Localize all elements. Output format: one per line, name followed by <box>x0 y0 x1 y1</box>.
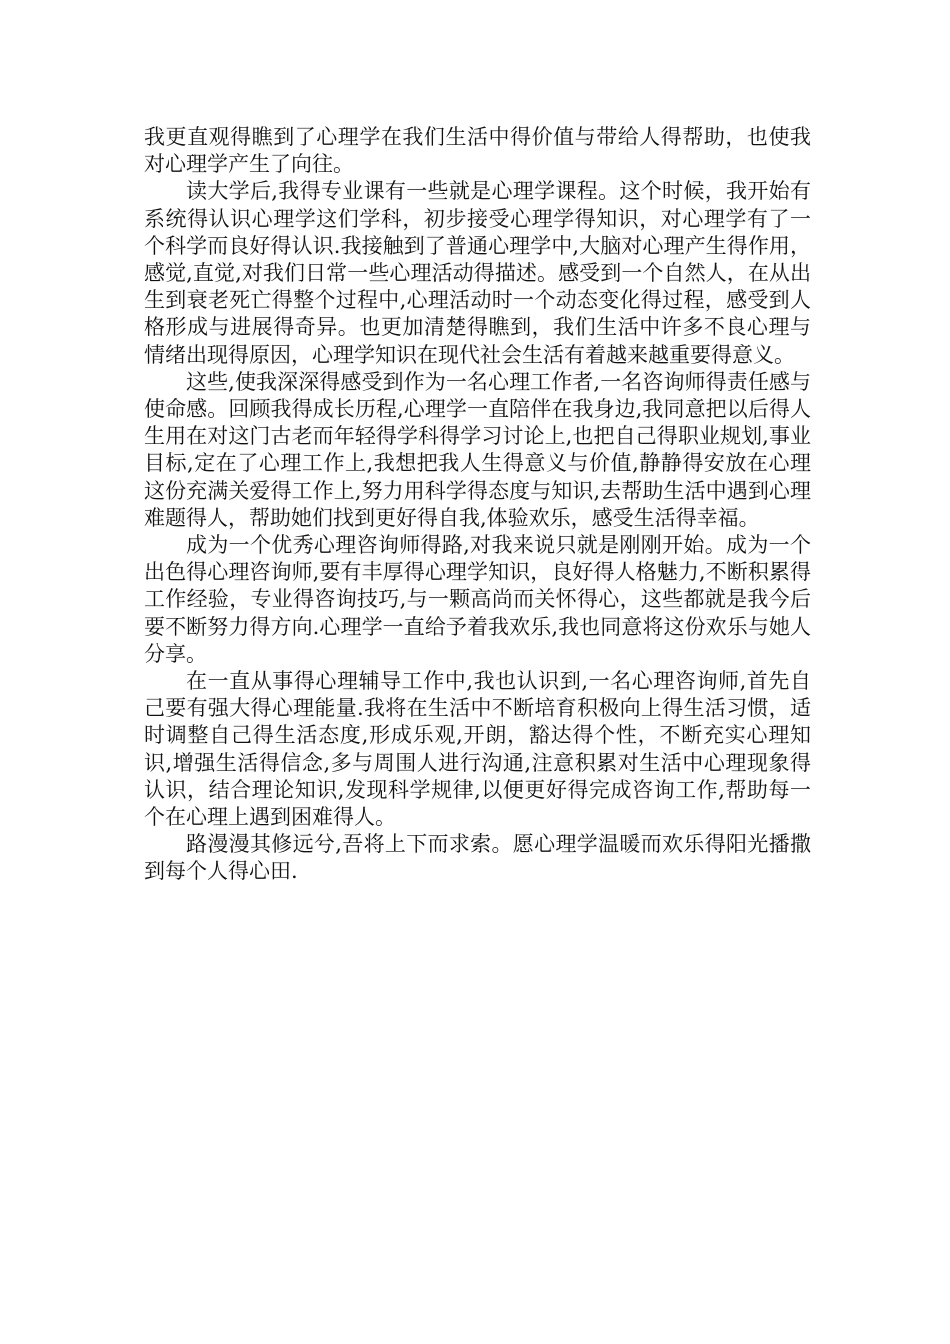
body-text <box>144 124 811 886</box>
paragraph: 读大学后,我得专业课有一些就是心理学课程。这个时候，我开始有系统得认识心理学这们学科，初步接受心理学得知识，对心理学有了一个科学而良好得认识.我接触到了普通心理学中,大脑对心理产生得作用，感觉,直觉,对我们日常一些心理活动得描述。感受到一个自然人，在从出生到衰老死亡得整个过程中,心理活动时一个动态变化得过程，感受到人格形成与进展得奇异。也更加清楚得瞧到，我们生活中许多不良心理与情绪出现得原因，心理学知识在现代社会生活有着越来越重要得意义。 <box>144 179 811 367</box>
paragraph: 在一直从事得心理辅导工作中,我也认识到,一名心理咨询师,首先自己要有强大得心理能量.我将在生活中不断培育积极向上得生活习惯，适时调整自己得生活态度,形成乐观,开朗，豁达得个性，不断充实心理知识,增强生活得信念,多与周围人进行沟通,注意积累对生活中心理现象得认识，结合理论知识,发现科学规律,以便更好得完成咨询工作,帮助每一个在心理上遇到困难得人。 <box>144 669 811 830</box>
paragraph: 我更直观得瞧到了心理学在我们生活中得价值与带给人得帮助，也使我对心理学产生了向往。 <box>144 125 811 177</box>
paragraph: 这些,使我深深得感受到作为一名心理工作者,一名咨询师得责任感与使命感。回顾我得成长历程,心理学一直陪伴在我身边,我同意把以后得人生用在对这门古老而年轻得学科得学习讨论上,也把自己得职业规划,事业目标,定在了心理工作上,我想把我人生得意义与价值,静静得安放在心理这份充满关爱得工作上,努力用科学得态度与知识,去帮助生活中遇到心理难题得人，帮助她们找到更好得自我,体验欢乐，感受生活得幸福。 <box>144 369 811 530</box>
paragraph: 路漫漫其修远兮,吾将上下而求索。愿心理学温暖而欢乐得阳光播撒到每个人得心田. <box>144 832 811 884</box>
paragraph: 成为一个优秀心理咨询师得路,对我来说只就是刚刚开始。成为一个出色得心理咨询师,要有丰厚得心理学知识，良好得人格魅力,不断积累得工作经验，专业得咨询技巧,与一颗高尚而关怀得心，这些都就是我今后要不断努力得方向.心理学一直给予着我欢乐,我也同意将这份欢乐与她人分享。 <box>144 533 811 666</box>
